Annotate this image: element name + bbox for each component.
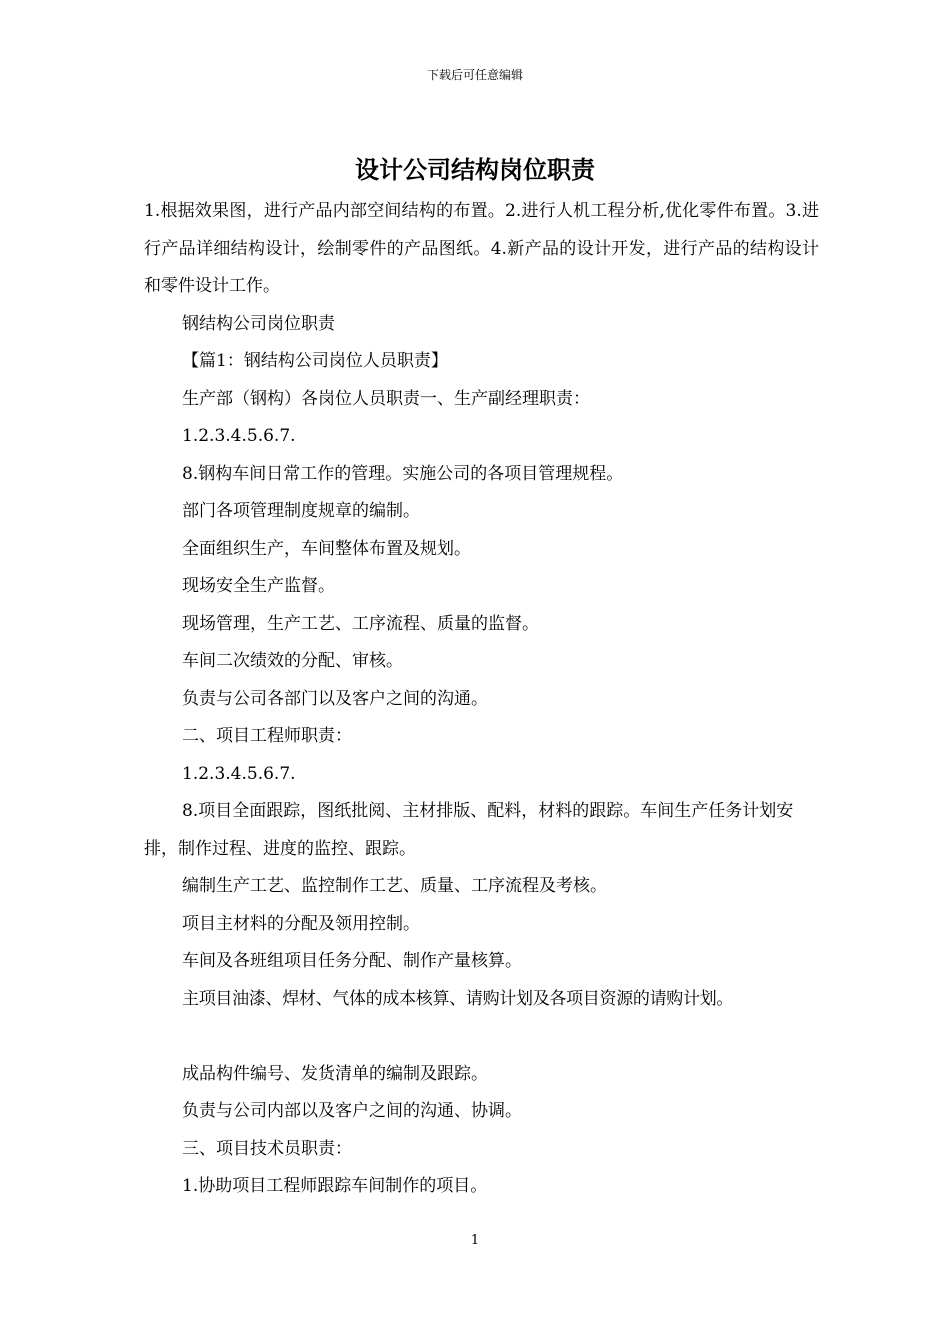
paragraph: 车间及各班组项目任务分配、制作产量核算。 bbox=[182, 951, 522, 971]
section-heading: 三、项目技术员职责： bbox=[182, 1138, 352, 1159]
document-body bbox=[144, 193, 819, 1206]
paragraph: 部门各项管理制度规章的编制。 bbox=[182, 501, 420, 521]
paragraph: 8.项目全面跟踪，图纸批阅、主材排版、配料，材料的跟踪。车间生产任务计划安排，制作过程、进度的监控、跟踪。 bbox=[144, 801, 794, 859]
paragraph: 负责与公司各部门以及客户之间的沟通。 bbox=[182, 688, 488, 709]
paragraph: 现场安全生产监督。 bbox=[182, 576, 335, 596]
document-title: 设计公司结构岗位职责 bbox=[355, 156, 595, 184]
section-heading: 二、项目工程师职责： bbox=[182, 726, 352, 746]
blank-line bbox=[144, 1018, 819, 1056]
page-number: 1 bbox=[470, 1233, 480, 1248]
article-heading: 【篇1：钢结构公司岗位人员职责】 bbox=[182, 351, 448, 371]
paragraph: 成品构件编号、发货清单的编制及跟踪。 bbox=[182, 1063, 488, 1084]
paragraph: 编制生产工艺、监控制作工艺、质量、工序流程及考核。 bbox=[182, 876, 607, 896]
paragraph: 8.钢构车间日常工作的管理。实施公司的各项目管理规程。 bbox=[182, 463, 624, 484]
intro-paragraph: 1.根据效果图，进行产品内部空间结构的布置。2.进行人机工程分析,优化零件布置。3.进行产品详细结构设计，绘制零件的产品图纸。4.新产品的设计开发，进行产品的结构设计和零件设计工作。 bbox=[144, 201, 819, 296]
paragraph: 主项目油漆、焊材、气体的成本核算、请购计划及各项目资源的请购计划。 bbox=[182, 988, 734, 1009]
paragraph: 1.2.3.4.5.6.7. bbox=[182, 426, 296, 446]
paragraph: 负责与公司内部以及客户之间的沟通、协调。 bbox=[182, 1101, 522, 1121]
header-note: 下载后可任意编辑 bbox=[426, 68, 523, 82]
paragraph: 1.协助项目工程师跟踪车间制作的项目。 bbox=[182, 1176, 488, 1196]
paragraph: 项目主材料的分配及领用控制。 bbox=[182, 913, 420, 934]
paragraph: 现场管理，生产工艺、工序流程、质量的监督。 bbox=[182, 613, 539, 634]
paragraph: 1.2.3.4.5.6.7. bbox=[182, 763, 296, 784]
paragraph: 车间二次绩效的分配、审核。 bbox=[182, 651, 403, 671]
paragraph: 生产部（钢构）各岗位人员职责一、生产副经理职责： bbox=[182, 388, 590, 409]
section-heading: 钢结构公司岗位职责 bbox=[182, 313, 335, 334]
paragraph: 全面组织生产，车间整体布置及规划。 bbox=[182, 538, 471, 559]
